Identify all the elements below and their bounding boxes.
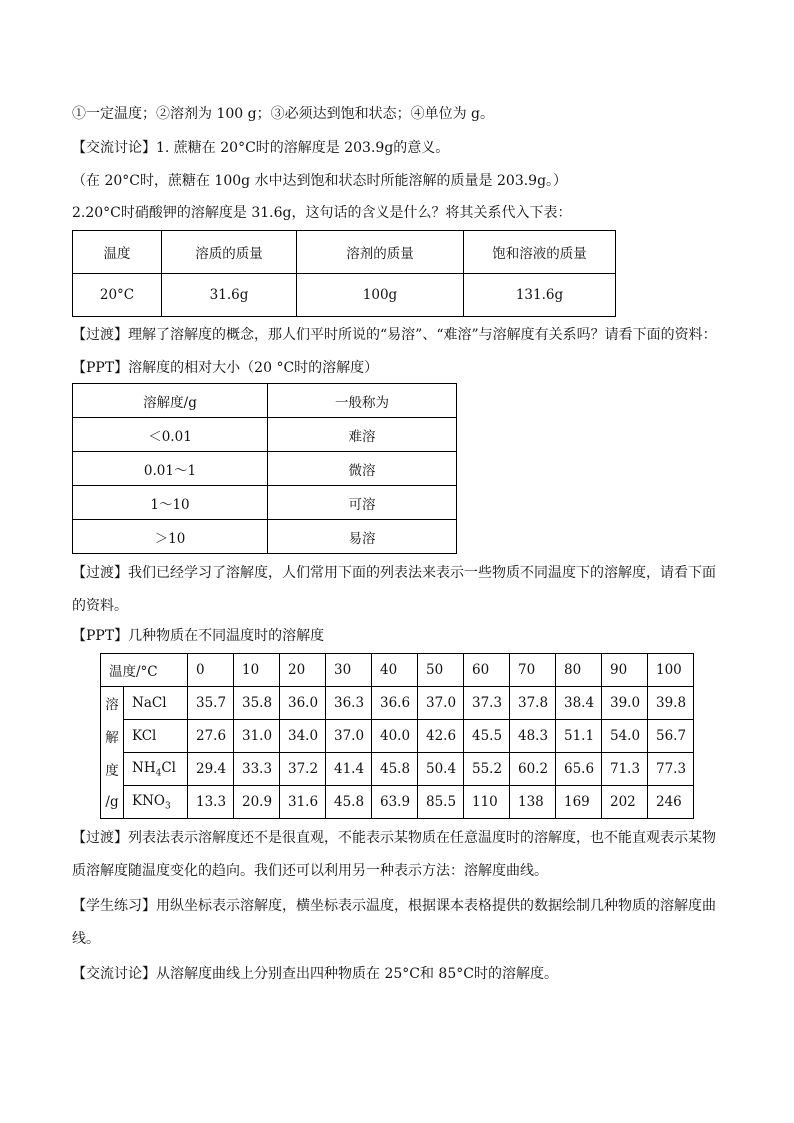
table-cell: 56.7 (648, 720, 694, 753)
table-cell: 48.3 (510, 720, 556, 753)
solubility-data-table (100, 653, 694, 819)
table-cell: 37.3 (464, 687, 510, 720)
header-cell: 80 (556, 654, 602, 687)
formula-main: NH (132, 759, 156, 776)
table-cell: 71.3 (602, 753, 648, 786)
header-cell: 40 (372, 654, 418, 687)
table-cell: 38.4 (556, 687, 602, 720)
header-cell: 50 (418, 654, 464, 687)
table-cell: 34.0 (280, 720, 326, 753)
table-cell: 27.6 (188, 720, 234, 753)
table-cell: 13.3 (188, 786, 234, 819)
table-cell: 0.01～1 (73, 452, 268, 486)
header-cell: 100 (648, 654, 694, 687)
transition-1: 【过渡】理解了溶解度的概念，那人们平时所说的“易溶”、“难溶”与溶解度有关系吗？请看下面的资料： (72, 327, 717, 343)
table-cell: 36.6 (372, 687, 418, 720)
table-cell: 31.6 (280, 786, 326, 819)
table-cell: 36.0 (280, 687, 326, 720)
header-cell: 温度 (73, 231, 162, 274)
table-cell: 50.4 (418, 753, 464, 786)
table-cell: 77.3 (648, 753, 694, 786)
table-cell: 可溶 (268, 486, 457, 520)
table-cell: 60.2 (510, 753, 556, 786)
table-cell: 138 (510, 786, 556, 819)
header-cell: 30 (326, 654, 372, 687)
formula-tail: Cl (161, 759, 176, 776)
table-cell: 42.6 (418, 720, 464, 753)
table-cell: 37.0 (326, 720, 372, 753)
transition-3: 【过渡】列表法表示溶解度还不是很直观，不能表示某物质在任意温度时的溶解度，也不能直观表示某物质溶解度随温度变化的趋向。我们还可以利用另一种表示方法：溶解度曲线。 (72, 830, 716, 879)
table-cell: 20°C (73, 274, 162, 317)
header-cell: 溶质的质量 (162, 231, 297, 274)
header-cell: 0 (188, 654, 234, 687)
table-row (101, 786, 694, 819)
table-cell: 31.0 (234, 720, 280, 753)
header-cell: 70 (510, 654, 556, 687)
table-cell: 110 (464, 786, 510, 819)
table-cell: 39.8 (648, 687, 694, 720)
substance-name: NaCl (124, 687, 188, 720)
table-row (73, 418, 457, 452)
table-cell: 169 (556, 786, 602, 819)
table-cell: 54.0 (602, 720, 648, 753)
table-cell: 65.6 (556, 753, 602, 786)
table-cell: 37.2 (280, 753, 326, 786)
ppt-relative-size-title: 【PPT】溶解度的相对大小（20 °C时的溶解度） (72, 360, 379, 376)
substance-name: KCl (124, 720, 188, 753)
student-exercise: 【学生练习】用纵坐标表示溶解度，横坐标表示温度，根据课本表格提供的数据绘制几种物质的溶解度曲线。 (72, 898, 716, 947)
discussion-1: 【交流讨论】1. 蔗糖在 20°C时的溶解度是 203.9g的意义。 (72, 140, 450, 156)
table-row (73, 520, 457, 554)
formula-main: KNO (132, 792, 165, 809)
table-cell: 51.1 (556, 720, 602, 753)
table-cell: 33.3 (234, 753, 280, 786)
side-label: 度 (101, 753, 124, 786)
table-cell: 45.8 (326, 786, 372, 819)
table-cell: 202 (602, 786, 648, 819)
table-cell: 微溶 (268, 452, 457, 486)
table-cell: 100g (297, 274, 464, 317)
table-cell: 246 (648, 786, 694, 819)
table-cell: 37.0 (418, 687, 464, 720)
table-cell: ＞10 (73, 520, 268, 554)
table-cell: 1～10 (73, 486, 268, 520)
formula-subscript: 4 (155, 768, 162, 779)
table-row (73, 274, 616, 317)
table-cell: ＜0.01 (73, 418, 268, 452)
table-row (101, 753, 694, 786)
header-cell: 一般称为 (268, 384, 457, 418)
header-cell: 10 (234, 654, 280, 687)
table-header-row (101, 654, 694, 687)
table-cell: 63.9 (372, 786, 418, 819)
formula-subscript: 3 (164, 801, 171, 812)
table-cell: 39.0 (602, 687, 648, 720)
table-cell: 易溶 (268, 520, 457, 554)
table-cell: 40.0 (372, 720, 418, 753)
transition-2: 【过渡】我们已经学习了溶解度，人们常用下面的列表法来表示一些物质不同温度下的溶解度，请看下面的资料。 (72, 565, 716, 614)
table-cell: 45.5 (464, 720, 510, 753)
header-cell: 溶剂的质量 (297, 231, 464, 274)
table-cell: 37.8 (510, 687, 556, 720)
table-cell: 45.8 (372, 753, 418, 786)
table-cell: 131.6g (464, 274, 616, 317)
table-row (73, 486, 457, 520)
header-cell: 90 (602, 654, 648, 687)
table-cell: 35.8 (234, 687, 280, 720)
substance-name (124, 753, 188, 786)
condition-list: ①一定温度；②溶剂为 100 g；③必须达到饱和状态；④单位为 g。 (72, 106, 494, 122)
discussion-1-answer: （在 20°C时，蔗糖在 100g 水中达到饱和状态时所能溶解的质量是 203.9g。） (72, 173, 568, 189)
table-row (73, 452, 457, 486)
kno3-relation-table (72, 230, 616, 317)
table-row (101, 687, 694, 720)
header-cell: 60 (464, 654, 510, 687)
table-cell: 41.4 (326, 753, 372, 786)
header-cell: 温度/°C (101, 654, 188, 687)
table-cell: 20.9 (234, 786, 280, 819)
ppt-solubility-table-title: 【PPT】几种物质在不同温度时的溶解度 (72, 628, 325, 644)
table-cell: 难溶 (268, 418, 457, 452)
table-cell: 35.7 (188, 687, 234, 720)
solubility-class-table (72, 383, 457, 554)
side-label: /g (101, 786, 124, 819)
header-cell: 饱和溶液的质量 (464, 231, 616, 274)
header-cell: 20 (280, 654, 326, 687)
side-label: 解 (101, 720, 124, 753)
table-cell: 29.4 (188, 753, 234, 786)
table-cell: 55.2 (464, 753, 510, 786)
substance-name (124, 786, 188, 819)
table-cell: 36.3 (326, 687, 372, 720)
discussion-3: 【交流讨论】从溶解度曲线上分别查出四种物质在 25°C和 85°C时的溶解度。 (72, 966, 558, 982)
discussion-2: 2.20°C时硝酸钾的溶解度是 31.6g，这句话的含义是什么？将其关系代入下表： (72, 205, 572, 221)
header-cell: 溶解度/g (73, 384, 268, 418)
table-header-row (73, 384, 457, 418)
table-cell: 85.5 (418, 786, 464, 819)
table-row (101, 720, 694, 753)
table-cell: 31.6g (162, 274, 297, 317)
table-header-row (73, 231, 616, 274)
side-label: 溶 (101, 687, 124, 720)
